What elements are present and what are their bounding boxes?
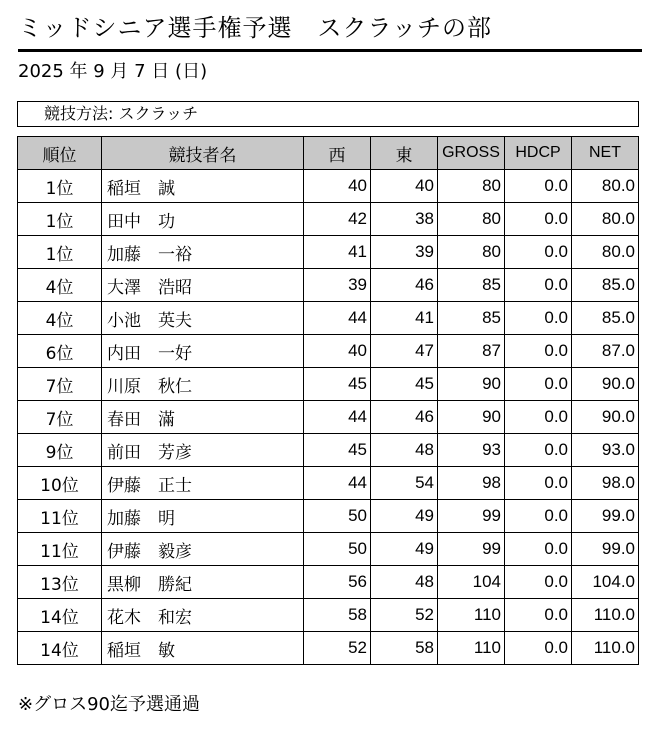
cell-west: 44 <box>304 467 371 500</box>
table-row <box>18 434 639 467</box>
cell-west: 39 <box>304 269 371 302</box>
cell-rank: 7位 <box>18 368 102 401</box>
cell-west: 40 <box>304 170 371 203</box>
cell-east: 38 <box>371 203 438 236</box>
cell-name: 加藤 一裕 <box>102 236 304 269</box>
cell-name: 前田 芳彦 <box>102 434 304 467</box>
cell-name: 川原 秋仁 <box>102 368 304 401</box>
cell-net: 93.0 <box>572 434 639 467</box>
cell-east: 46 <box>371 401 438 434</box>
cell-net: 87.0 <box>572 335 639 368</box>
cell-gross: 104 <box>438 566 505 599</box>
cell-net: 99.0 <box>572 533 639 566</box>
cell-east: 41 <box>371 302 438 335</box>
cell-west: 56 <box>304 566 371 599</box>
cell-rank: 11位 <box>18 500 102 533</box>
header-net: NET <box>572 137 639 170</box>
cell-east: 52 <box>371 599 438 632</box>
cell-east: 40 <box>371 170 438 203</box>
cell-east: 49 <box>371 533 438 566</box>
cell-east: 58 <box>371 632 438 665</box>
cell-name: 花木 和宏 <box>102 599 304 632</box>
cell-hdcp: 0.0 <box>505 632 572 665</box>
cell-net: 80.0 <box>572 236 639 269</box>
cell-west: 45 <box>304 434 371 467</box>
table-row <box>18 401 639 434</box>
event-date: 2025 年 9 月 7 日 (日) <box>18 61 208 82</box>
cell-rank: 6位 <box>18 335 102 368</box>
cell-net: 110.0 <box>572 599 639 632</box>
cell-east: 54 <box>371 467 438 500</box>
cell-west: 40 <box>304 335 371 368</box>
table-row <box>18 368 639 401</box>
cell-net: 80.0 <box>572 203 639 236</box>
table-row <box>18 599 639 632</box>
cell-name: 加藤 明 <box>102 500 304 533</box>
cell-gross: 110 <box>438 632 505 665</box>
cell-name: 稲垣 誠 <box>102 170 304 203</box>
table-row <box>18 632 639 665</box>
cell-hdcp: 0.0 <box>505 401 572 434</box>
cell-hdcp: 0.0 <box>505 467 572 500</box>
cell-west: 44 <box>304 401 371 434</box>
cell-west: 45 <box>304 368 371 401</box>
cell-net: 110.0 <box>572 632 639 665</box>
header-rank: 順位 <box>18 137 102 170</box>
cell-hdcp: 0.0 <box>505 566 572 599</box>
cell-rank: 10位 <box>18 467 102 500</box>
cell-net: 99.0 <box>572 500 639 533</box>
cell-gross: 98 <box>438 467 505 500</box>
cell-gross: 85 <box>438 269 505 302</box>
cell-hdcp: 0.0 <box>505 533 572 566</box>
table-header-row <box>18 137 639 170</box>
cell-net: 90.0 <box>572 401 639 434</box>
cell-net: 80.0 <box>572 170 639 203</box>
footnote: ※グロス90迄予選通過 <box>18 694 200 715</box>
cell-gross: 80 <box>438 236 505 269</box>
table-row <box>18 500 639 533</box>
cell-net: 85.0 <box>572 302 639 335</box>
cell-name: 小池 英夫 <box>102 302 304 335</box>
cell-name: 稲垣 敏 <box>102 632 304 665</box>
cell-name: 田中 功 <box>102 203 304 236</box>
cell-gross: 80 <box>438 170 505 203</box>
page-title: ミッドシニア選手権予選 スクラッチの部 <box>18 14 493 42</box>
cell-hdcp: 0.0 <box>505 236 572 269</box>
header-gross: GROSS <box>438 137 505 170</box>
cell-west: 50 <box>304 533 371 566</box>
cell-gross: 110 <box>438 599 505 632</box>
table-row <box>18 236 639 269</box>
table-row <box>18 170 639 203</box>
cell-gross: 80 <box>438 203 505 236</box>
cell-gross: 93 <box>438 434 505 467</box>
cell-hdcp: 0.0 <box>505 170 572 203</box>
cell-net: 85.0 <box>572 269 639 302</box>
cell-hdcp: 0.0 <box>505 302 572 335</box>
cell-rank: 1位 <box>18 203 102 236</box>
cell-west: 42 <box>304 203 371 236</box>
cell-east: 48 <box>371 434 438 467</box>
cell-rank: 4位 <box>18 269 102 302</box>
cell-rank: 7位 <box>18 401 102 434</box>
cell-hdcp: 0.0 <box>505 269 572 302</box>
cell-gross: 87 <box>438 335 505 368</box>
cell-name: 伊藤 正士 <box>102 467 304 500</box>
cell-rank: 13位 <box>18 566 102 599</box>
cell-rank: 1位 <box>18 170 102 203</box>
cell-rank: 11位 <box>18 533 102 566</box>
cell-net: 90.0 <box>572 368 639 401</box>
cell-east: 47 <box>371 335 438 368</box>
header-west: 西 <box>304 137 371 170</box>
cell-hdcp: 0.0 <box>505 500 572 533</box>
cell-net: 98.0 <box>572 467 639 500</box>
cell-name: 黒柳 勝紀 <box>102 566 304 599</box>
cell-rank: 14位 <box>18 599 102 632</box>
title-underline <box>18 49 642 52</box>
cell-net: 104.0 <box>572 566 639 599</box>
cell-rank: 4位 <box>18 302 102 335</box>
table-row <box>18 566 639 599</box>
cell-name: 大澤 浩昭 <box>102 269 304 302</box>
cell-name: 春田 滿 <box>102 401 304 434</box>
cell-gross: 99 <box>438 500 505 533</box>
cell-hdcp: 0.0 <box>505 203 572 236</box>
cell-east: 49 <box>371 500 438 533</box>
cell-west: 50 <box>304 500 371 533</box>
table-row <box>18 302 639 335</box>
cell-rank: 9位 <box>18 434 102 467</box>
results-table <box>17 136 639 665</box>
cell-east: 45 <box>371 368 438 401</box>
cell-east: 46 <box>371 269 438 302</box>
table-row <box>18 533 639 566</box>
table-row <box>18 335 639 368</box>
header-name: 競技者名 <box>102 137 304 170</box>
cell-rank: 14位 <box>18 632 102 665</box>
table-row <box>18 203 639 236</box>
cell-gross: 99 <box>438 533 505 566</box>
cell-west: 58 <box>304 599 371 632</box>
cell-hdcp: 0.0 <box>505 599 572 632</box>
header-east: 東 <box>371 137 438 170</box>
cell-west: 44 <box>304 302 371 335</box>
cell-gross: 90 <box>438 401 505 434</box>
cell-name: 伊藤 毅彦 <box>102 533 304 566</box>
cell-gross: 85 <box>438 302 505 335</box>
competition-method: 競技方法: スクラッチ <box>17 101 639 127</box>
cell-rank: 1位 <box>18 236 102 269</box>
cell-hdcp: 0.0 <box>505 368 572 401</box>
table-row <box>18 269 639 302</box>
cell-gross: 90 <box>438 368 505 401</box>
table-row <box>18 467 639 500</box>
cell-west: 52 <box>304 632 371 665</box>
header-hdcp: HDCP <box>505 137 572 170</box>
cell-east: 48 <box>371 566 438 599</box>
cell-hdcp: 0.0 <box>505 434 572 467</box>
cell-east: 39 <box>371 236 438 269</box>
cell-name: 内田 一好 <box>102 335 304 368</box>
cell-west: 41 <box>304 236 371 269</box>
cell-hdcp: 0.0 <box>505 335 572 368</box>
